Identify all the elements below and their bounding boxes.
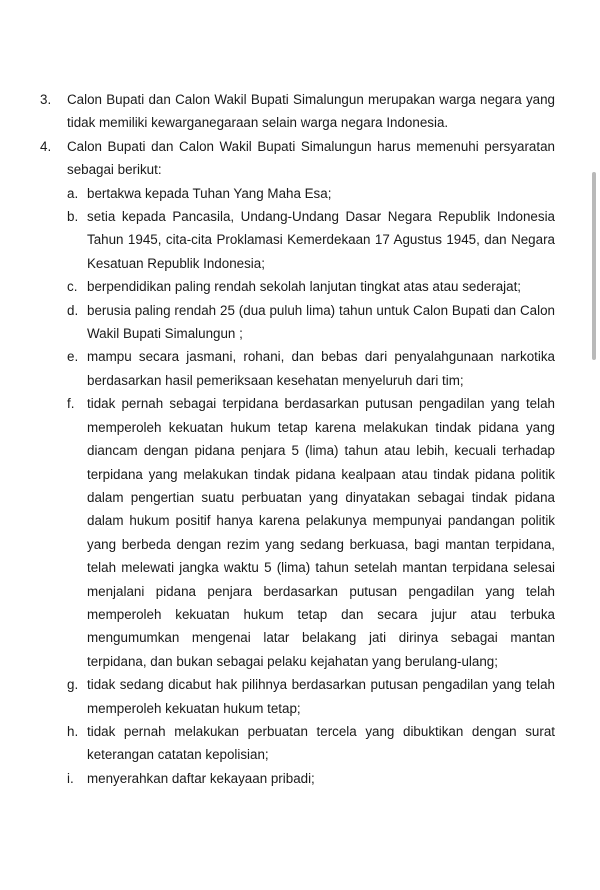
sub-item-d (40, 299, 555, 346)
sub-item-text: menyerahkan daftar kekayaan pribadi; (87, 770, 315, 786)
list-item-3 (40, 88, 555, 135)
sub-item-marker: c. (67, 279, 78, 295)
sub-item-g (40, 673, 555, 720)
sub-item-text: tidak pernah sebagai terpidana berdasarkan putusan pengadilan yang telah memperoleh kekuatan hukum tetap karena melakukan tindak pidana yang diancam dengan pidana penjara 5 (lima) tahun atau lebih, kecuali terhadap terpidana yang melakukan tindak pidana kealpaan atau tindak pidana politik dalam pengertian suatu perbuatan yang dinyatakan sebagai tindak pidana dalam hukum positif hanya karena pelakunya mempunyai pandangan politik yang berbeda dengan rezim yang sedang berkuasa, bagi mantan terpidana, telah melewati jangka waktu 5 (lima) tahun setelah mantan terpidana selesai menjalani pidana penjara berdasarkan putusan pengadilan yang telah memperoleh kekuatan hukum tetap dan secara jujur atau terbuka mengumumkan mengenai latar belakang jati dirinya sebagai mantan terpidana, dan bukan sebagai pelaku kejahatan yang berulang-ulang; (87, 396, 555, 669)
list-item-4 (40, 135, 555, 182)
sub-item-marker: f. (67, 396, 75, 412)
sub-item-f (40, 392, 555, 673)
scrollbar[interactable] (592, 0, 598, 890)
sub-item-text: tidak sedang dicabut hak pilihnya berdasarkan putusan pengadilan yang telah memperoleh kekuatan hukum tetap; (87, 677, 555, 716)
sub-item-a (40, 182, 555, 205)
sub-item-text: mampu secara jasmani, rohani, dan bebas dari penyalahgunaan narkotika berdasarkan hasil pemeriksaan kesehatan menyeluruh dari tim; (87, 349, 555, 388)
sub-item-marker: a. (67, 185, 79, 201)
sub-item-e (40, 345, 555, 392)
sub-item-marker: i. (67, 770, 74, 786)
list-item-text: Calon Bupati dan Calon Wakil Bupati Simalungun merupakan warga negara yang tidak memiliki kewarganegaraan selain warga negara Indonesia. (67, 92, 555, 131)
sub-item-marker: h. (67, 723, 79, 739)
sub-item-marker: g. (67, 677, 79, 693)
document-body (40, 88, 555, 790)
sub-item-marker: e. (67, 349, 79, 365)
sub-item-text: tidak pernah melakukan perbuatan tercela yang dibuktikan dengan surat keterangan catatan kepolisian; (87, 723, 555, 763)
sub-item-i (40, 767, 555, 790)
sub-item-text: setia kepada Pancasila, Undang-Undang Dasar Negara Republik Indonesia Tahun 1945, cita-cita Proklamasi Kemerdekaan 17 Agustus 1945, dan Negara Kesatuan Republik Indonesia; (87, 209, 555, 271)
sub-item-marker: d. (67, 302, 79, 318)
sub-item-b (40, 205, 555, 275)
sub-item-marker: b. (67, 209, 79, 225)
scrollbar-thumb[interactable] (592, 172, 596, 360)
sub-item-h (40, 720, 555, 767)
list-item-text: Calon Bupati dan Calon Wakil Bupati Simalungun harus memenuhi persyaratan sebagai berikut: (67, 138, 555, 178)
sub-item-text: berpendidikan paling rendah sekolah lanjutan tingkat atas atau sederajat; (87, 279, 522, 295)
list-marker: 4. (40, 138, 52, 154)
sub-item-text: bertakwa kepada Tuhan Yang Maha Esa; (87, 185, 332, 201)
sub-item-text: berusia paling rendah 25 (dua puluh lima) tahun untuk Calon Bupati dan Calon Wakil Bupati Simalungun ; (87, 302, 555, 342)
list-marker: 3. (40, 92, 52, 107)
sub-item-c (40, 275, 555, 298)
